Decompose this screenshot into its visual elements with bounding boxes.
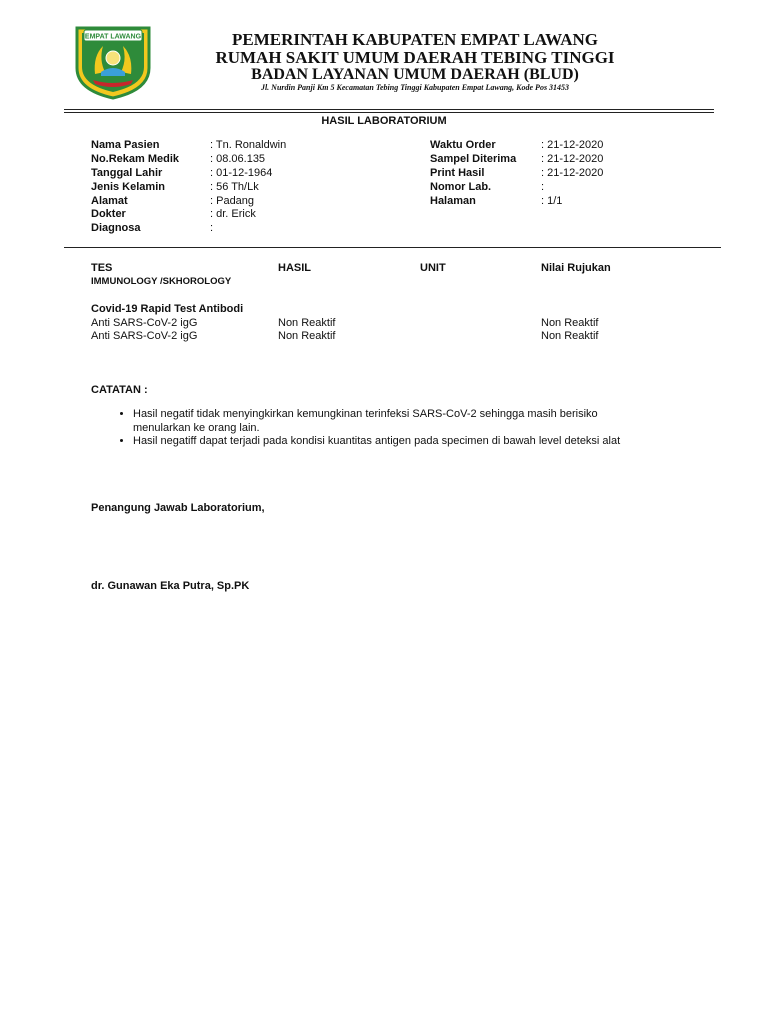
patient-label: Nama Pasien [91,139,160,151]
cell-tes: Anti SARS-CoV-2 igG [91,330,198,342]
patient-value: : dr. Erick [210,208,256,220]
patient-label: No.Rekam Medik [91,153,180,165]
order-value: : 21-12-2020 [541,153,604,165]
patient-label: Tanggal Lahir [91,167,163,179]
patient-label: Diagnosa [91,222,141,234]
patient-label: Jenis Kelamin [91,181,165,193]
col-header-rujukan: Nilai Rujukan [541,262,611,274]
notes-list [91,408,653,449]
order-label: Waktu Order [430,139,496,151]
order-value: : 21-12-2020 [541,167,604,179]
patient-label: Alamat [91,195,128,207]
patient-value: : Padang [210,195,255,207]
logo-text: EMPAT LAWANG [84,33,142,41]
order-value: : 21-12-2020 [541,139,604,151]
patient-label: Dokter [91,208,126,220]
header-line-1: PEMERINTAH KABUPATEN EMPAT LAWANG [232,30,598,49]
info-divider [64,247,721,248]
signature-name: dr. Gunawan Eka Putra, Sp.PK [91,580,250,592]
patient-value: : 56 Th/Lk [210,181,259,193]
signature-role: Penangung Jawab Laboratorium, [91,502,265,514]
section-label: IMMUNOLOGY /SKHOROLOGY [91,276,232,287]
col-header-unit: UNIT [420,262,446,274]
order-label: Print Hasil [430,167,485,179]
patient-value: : Tn. Ronaldwin [210,139,287,151]
order-value: : [541,181,545,193]
order-label: Halaman [430,195,476,207]
header-address: Jl. Nurdin Panji Km 5 Kecamatan Tebing Tinggi Kabupaten Empat Lawang, Kode Pos 31453 [260,83,570,92]
order-value: : 1/1 [541,195,563,207]
patient-value: : [210,222,214,234]
order-label: Sampel Diterima [430,153,517,165]
regency-logo [73,24,153,100]
col-header-tes: TES [91,262,113,274]
cell-rujukan: Non Reaktif [541,330,599,342]
notes-heading: CATATAN : [91,384,148,396]
document-title: HASIL LABORATORIUM [321,115,447,127]
cell-rujukan: Non Reaktif [541,317,599,329]
cell-hasil: Non Reaktif [278,330,336,342]
cell-tes: Anti SARS-CoV-2 igG [91,317,198,329]
order-label: Nomor Lab. [430,181,492,193]
header-divider [64,109,714,110]
note-item: • Hasil negatiff dapat terjadi pada kondisi kuantitas antigen pada specimen di bawah level deteksi alat [133,435,653,449]
header-divider-2 [64,112,714,113]
header-line-2: RUMAH SAKIT UMUM DAERAH TEBING TINGGI [215,48,615,67]
patient-value: : 01-12-1964 [210,167,273,179]
group-label: Covid-19 Rapid Test Antibodi [91,303,244,315]
col-header-hasil: HASIL [278,262,311,274]
header-line-3: BADAN LAYANAN UMUM DAERAH (BLUD) [251,66,579,83]
patient-value: : 08.06.135 [210,153,266,165]
note-item: • Hasil negatif tidak menyingkirkan kemungkinan terinfeksi SARS-CoV-2 sehingga masih berisiko menularkan ke orang lain. [133,408,653,435]
cell-hasil: Non Reaktif [278,317,336,329]
